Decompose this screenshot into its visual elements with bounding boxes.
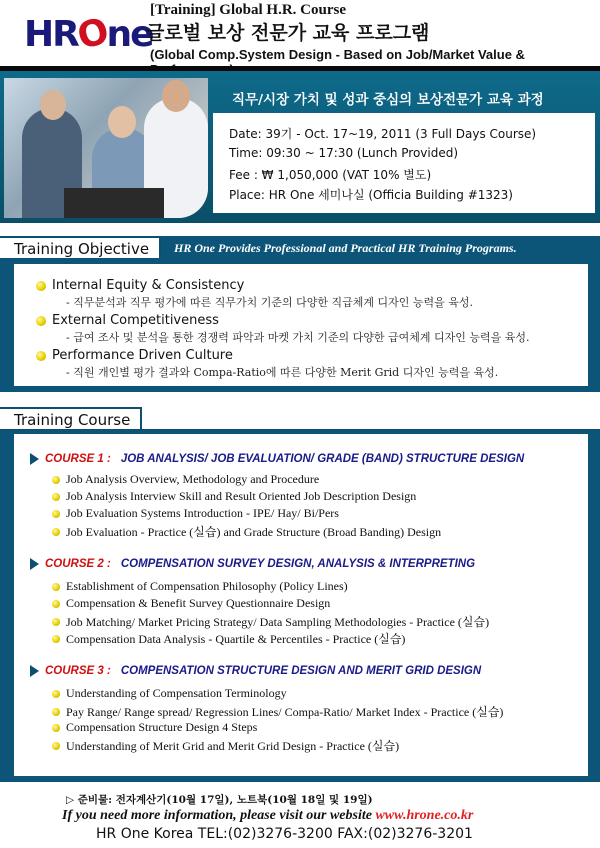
logo-text: HROne bbox=[24, 10, 153, 58]
header-program-title: 글로벌 보상 전문가 교육 프로그램 bbox=[146, 22, 430, 44]
objective-item-desc: - 직무분석과 직무 평가에 따른 직무가치 기준의 다양한 직급체계 디자인 능력을 육성. bbox=[66, 296, 473, 309]
bullet-icon bbox=[52, 510, 60, 518]
bullet-icon bbox=[52, 708, 60, 716]
course-number: COURSE 3 : bbox=[45, 665, 111, 677]
info-place: Place: HR One 세미나실 (Officia Building #1323) bbox=[229, 188, 513, 202]
hrone-logo[interactable] bbox=[24, 10, 153, 58]
preparation-note: ▷ 준비물: 전자계산기(10월 17일), 노트북(10월 18일 및 19일) bbox=[66, 794, 373, 806]
bullet-icon bbox=[52, 618, 60, 626]
course-item: Understanding of Compensation Terminology bbox=[52, 686, 287, 701]
triangle-icon bbox=[30, 558, 39, 570]
bullet-icon bbox=[52, 724, 60, 732]
course-title: COMPENSATION SURVEY DESIGN, ANALYSIS & INTERPRETING bbox=[120, 558, 476, 570]
info-time: Time: 09:30 ~ 17:30 (Lunch Provided) bbox=[229, 146, 459, 160]
objective-item bbox=[36, 278, 473, 310]
more-info-text: If you need more information, please visit our website bbox=[62, 808, 376, 823]
objective-heading: Training Objective bbox=[0, 236, 161, 260]
triangle-icon bbox=[30, 453, 39, 465]
course-number: COURSE 1 : bbox=[45, 453, 111, 465]
team-photo bbox=[4, 78, 208, 218]
bullet-icon bbox=[36, 281, 46, 291]
info-fee: Fee : ₩ 1,050,000 (VAT 10% 별도) bbox=[229, 168, 432, 182]
bullet-icon bbox=[52, 583, 60, 591]
bullet-icon bbox=[36, 351, 46, 361]
bullet-icon bbox=[52, 635, 60, 643]
bullet-icon bbox=[52, 742, 60, 750]
course-item: Job Evaluation - Practice (실습) and Grade Structure (Broad Banding) Design bbox=[52, 523, 441, 540]
objective-tagline: HR One Provides Professional and Practical HR Training Programs. bbox=[174, 241, 517, 255]
course-item: Job Analysis Interview Skill and Result Oriented Job Description Design bbox=[52, 489, 416, 504]
bullet-icon bbox=[52, 528, 60, 536]
objective-item-title: Performance Driven Culture bbox=[52, 348, 233, 363]
bullet-icon bbox=[36, 316, 46, 326]
objective-item bbox=[36, 348, 498, 380]
bullet-icon bbox=[52, 493, 60, 501]
course-1-heading bbox=[30, 453, 524, 465]
objective-item bbox=[36, 313, 529, 345]
objective-item-title: Internal Equity & Consistency bbox=[52, 278, 245, 293]
header bbox=[0, 0, 600, 70]
course-heading: Training Course bbox=[0, 407, 142, 431]
more-info-line bbox=[62, 808, 473, 824]
course-info-box bbox=[213, 113, 595, 213]
course-item: Compensation & Benefit Survey Questionnaire Design bbox=[52, 596, 330, 611]
course-item: Job Evaluation Systems Introduction - IPE/ Hay/ Bi/Pers bbox=[52, 506, 339, 521]
contact-line: HR One Korea TEL:(02)3276-3200 FAX:(02)3276-3201 bbox=[96, 826, 473, 842]
bullet-icon bbox=[52, 476, 60, 484]
objective-section-header bbox=[0, 236, 600, 260]
course-item: Compensation Structure Design 4 Steps bbox=[52, 720, 257, 735]
course-item: Pay Range/ Range spread/ Regression Lines/ Compa-Ratio/ Market Index - Practice (실습) bbox=[52, 703, 503, 720]
course-item: Job Matching/ Market Pricing Strategy/ Data Sampling Methodologies - Practice (실습) bbox=[52, 613, 489, 630]
bullet-icon bbox=[52, 600, 60, 608]
course-title: JOB ANALYSIS/ JOB EVALUATION/ GRADE (BAND) STRUCTURE DESIGN bbox=[120, 453, 525, 465]
course-item: Job Analysis Overview, Methodology and Procedure bbox=[52, 472, 319, 487]
hero-title: 직무/시장 가치 및 성과 중심의 보상전문가 교육 과정 bbox=[232, 92, 544, 108]
bullet-icon bbox=[52, 690, 60, 698]
course-3-heading bbox=[30, 665, 481, 677]
course-item: Compensation Data Analysis - Quartile & Percentiles - Practice (실습) bbox=[52, 630, 405, 647]
header-course-label: [Training] Global H.R. Course bbox=[150, 2, 346, 18]
info-date: Date: 39기 - Oct. 17~19, 2011 (3 Full Days Course) bbox=[229, 127, 537, 141]
course-number: COURSE 2 : bbox=[45, 558, 111, 570]
triangle-icon bbox=[30, 665, 39, 677]
course-title: COMPENSATION STRUCTURE DESIGN AND MERIT GRID DESIGN bbox=[120, 665, 482, 677]
header-subtitle: (Global Comp.System Design - Based on Job/Market Value & bbox=[150, 47, 525, 62]
objective-item-title: External Competitiveness bbox=[52, 313, 219, 328]
course-item: Establishment of Compensation Philosophy (Policy Lines) bbox=[52, 579, 348, 594]
objective-item-desc: - 급여 조사 및 분석을 통한 경쟁력 파악과 마켓 가치 기준의 다양한 급여체계 디자인 능력을 육성. bbox=[66, 331, 530, 344]
objective-item-desc: - 직원 개인별 평가 결과와 Compa-Ratio에 따른 다양한 Merit Grid 디자인 능력을 육성. bbox=[66, 366, 499, 379]
website-link[interactable]: www.hrone.co.kr bbox=[375, 808, 474, 823]
course-section-header bbox=[0, 407, 600, 431]
course-2-heading bbox=[30, 558, 475, 570]
course-item: Understanding of Merit Grid and Merit Grid Design - Practice (실습) bbox=[52, 737, 399, 754]
